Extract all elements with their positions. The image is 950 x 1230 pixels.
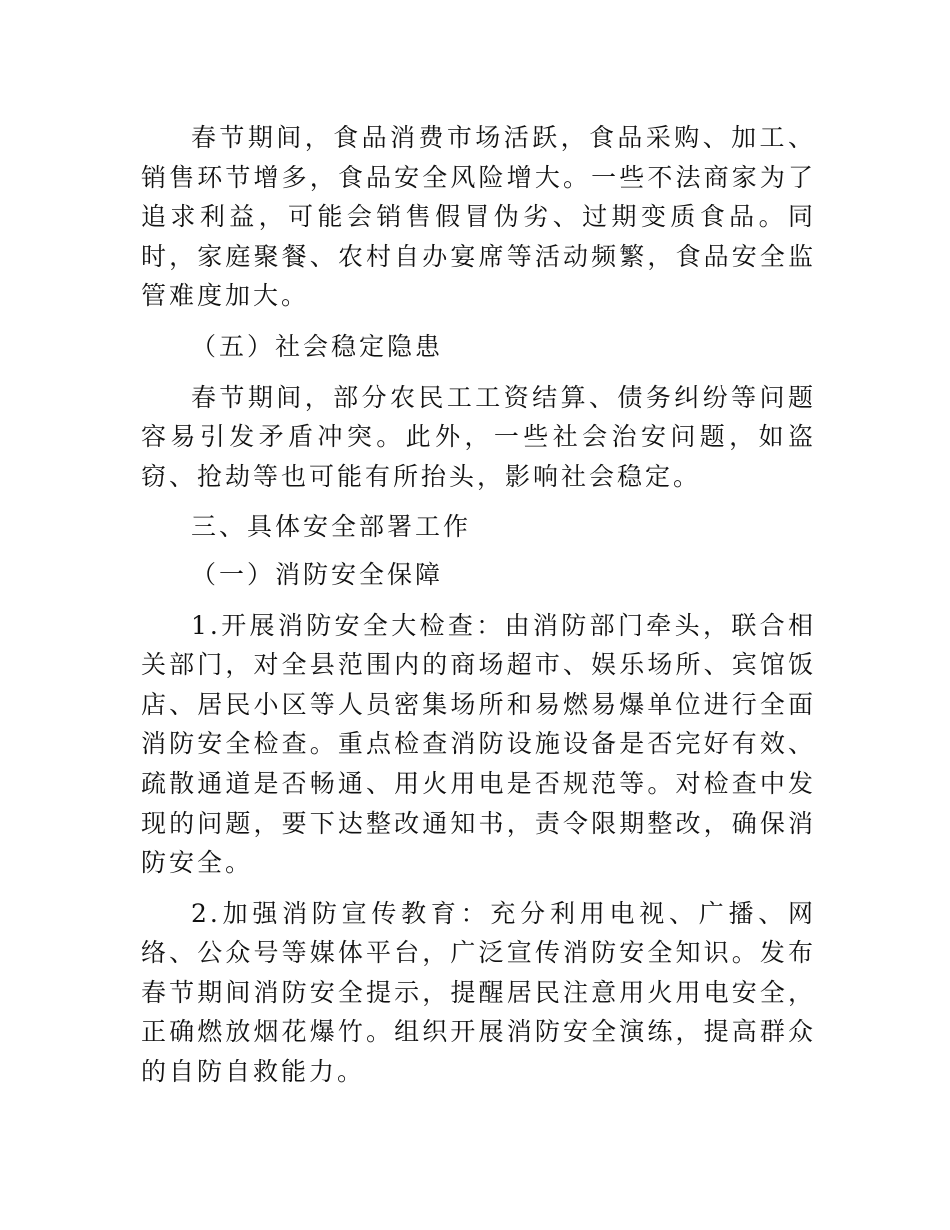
paragraph-social-stability: 春节期间，部分农民工工资结算、债务纠纷等问题容易引发矛盾冲突。此外，一些社会治安问题，如盗窃、抢劫等也可能有所抬头，影响社会稳定。 <box>141 382 816 491</box>
paragraph-fire-inspection: 1.开展消防安全大检查：由消防部门牵头，联合相关部门，对全县范围内的商场超市、娱乐场所、宾馆饭店、居民小区等人员密集场所和易燃易爆单位进行全面消防安全检查。重点检查消防设施设备是否完好有效、疏散通道是否畅通、用火用电是否规范等。对检查中发现的问题，要下达整改通知书，责令限期整改，确保消防安全。 <box>141 610 816 878</box>
heading-section-three: 三、具体安全部署工作 <box>191 512 472 542</box>
paragraph-fire-education: 2.加强消防宣传教育：充分利用电视、广播、网络、公众号等媒体平台，广泛宣传消防安全知识。发布春节期间消防安全提示，提醒居民注意用火用电安全，正确燃放烟花爆竹。组织开展消防安全演练，提高群众的自防自救能力。 <box>141 898 816 1087</box>
document-body <box>141 118 816 1092</box>
heading-social-stability: （五）社会稳定隐患 <box>191 331 444 361</box>
paragraph-food-safety: 春节期间，食品消费市场活跃，食品采购、加工、销售环节增多，食品安全风险增大。一些不法商家为了追求利益，可能会销售假冒伪劣、过期变质食品。同时，家庭聚餐、农村自办宴席等活动频繁，食品安全监管难度加大。 <box>141 123 816 311</box>
heading-fire-safety: （一）消防安全保障 <box>191 559 444 589</box>
